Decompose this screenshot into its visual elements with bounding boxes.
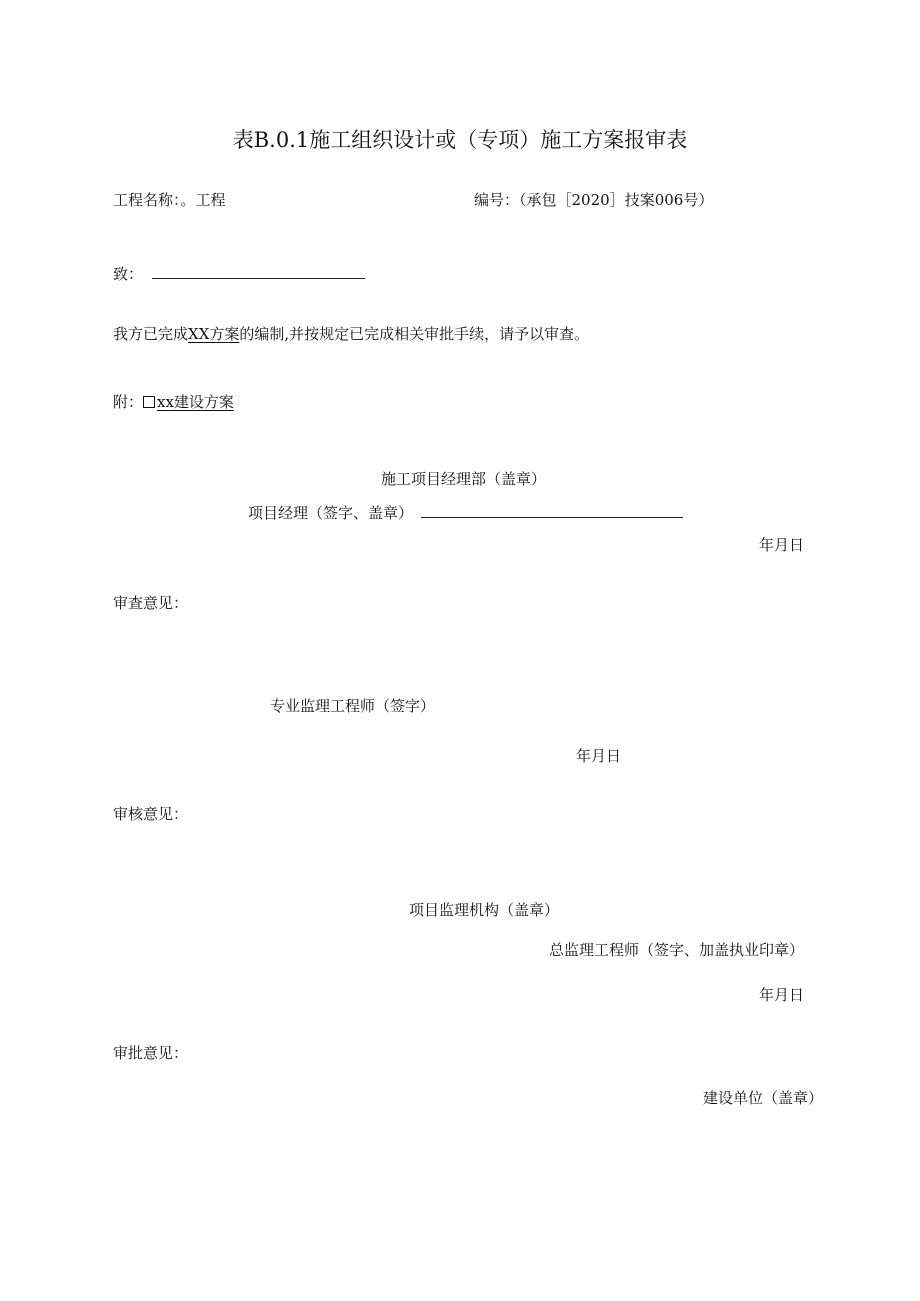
statement-prefix: 我方已完成 bbox=[113, 325, 189, 343]
audit-date: 年月日 bbox=[759, 986, 805, 1004]
review-date: 年月日 bbox=[576, 747, 622, 765]
manager-signature-blank[interactable] bbox=[421, 503, 683, 518]
attachment-label: 附： bbox=[113, 393, 144, 411]
contractor-dept: 施工项目经理部（盖章） bbox=[381, 470, 547, 488]
recipient-blank[interactable] bbox=[152, 264, 365, 279]
form-number-label: 编号： bbox=[474, 191, 520, 209]
contractor-date: 年月日 bbox=[759, 536, 805, 554]
recipient-label: 致： bbox=[113, 265, 144, 283]
attachment-item: xx建设方案 bbox=[157, 393, 234, 411]
manager-line bbox=[248, 503, 683, 523]
statement-suffix: 的编制,并按规定已完成相关审批手续，请予以审查。 bbox=[239, 325, 590, 343]
project-name bbox=[113, 190, 226, 210]
manager-label: 项目经理（签字、盖章） bbox=[248, 504, 414, 522]
form-number-value: （承包［2020］技案006号） bbox=[519, 191, 714, 209]
review-engineer: 专业监理工程师（签字） bbox=[270, 697, 436, 715]
project-name-value: 。工程 bbox=[180, 191, 226, 209]
attachment-checkbox[interactable] bbox=[143, 396, 155, 408]
review-label: 审查意见： bbox=[113, 594, 189, 612]
audit-label: 审核意见： bbox=[113, 805, 189, 823]
statement bbox=[113, 324, 589, 344]
statement-plan: XX方案 bbox=[188, 325, 240, 343]
audit-chief: 总监理工程师（签字、加盖执业印章） bbox=[549, 941, 805, 959]
attachment-line bbox=[113, 392, 234, 412]
audit-org: 项目监理机构（盖章） bbox=[409, 901, 560, 919]
recipient-line bbox=[113, 264, 365, 284]
form-number bbox=[474, 190, 713, 210]
form-title: 表B.0.1施工组织设计或（专项）施工方案报审表 bbox=[232, 128, 688, 152]
project-name-label: 工程名称： bbox=[113, 191, 181, 209]
approval-unit: 建设单位（盖章） bbox=[703, 1089, 824, 1107]
approval-label: 审批意见： bbox=[113, 1044, 189, 1062]
